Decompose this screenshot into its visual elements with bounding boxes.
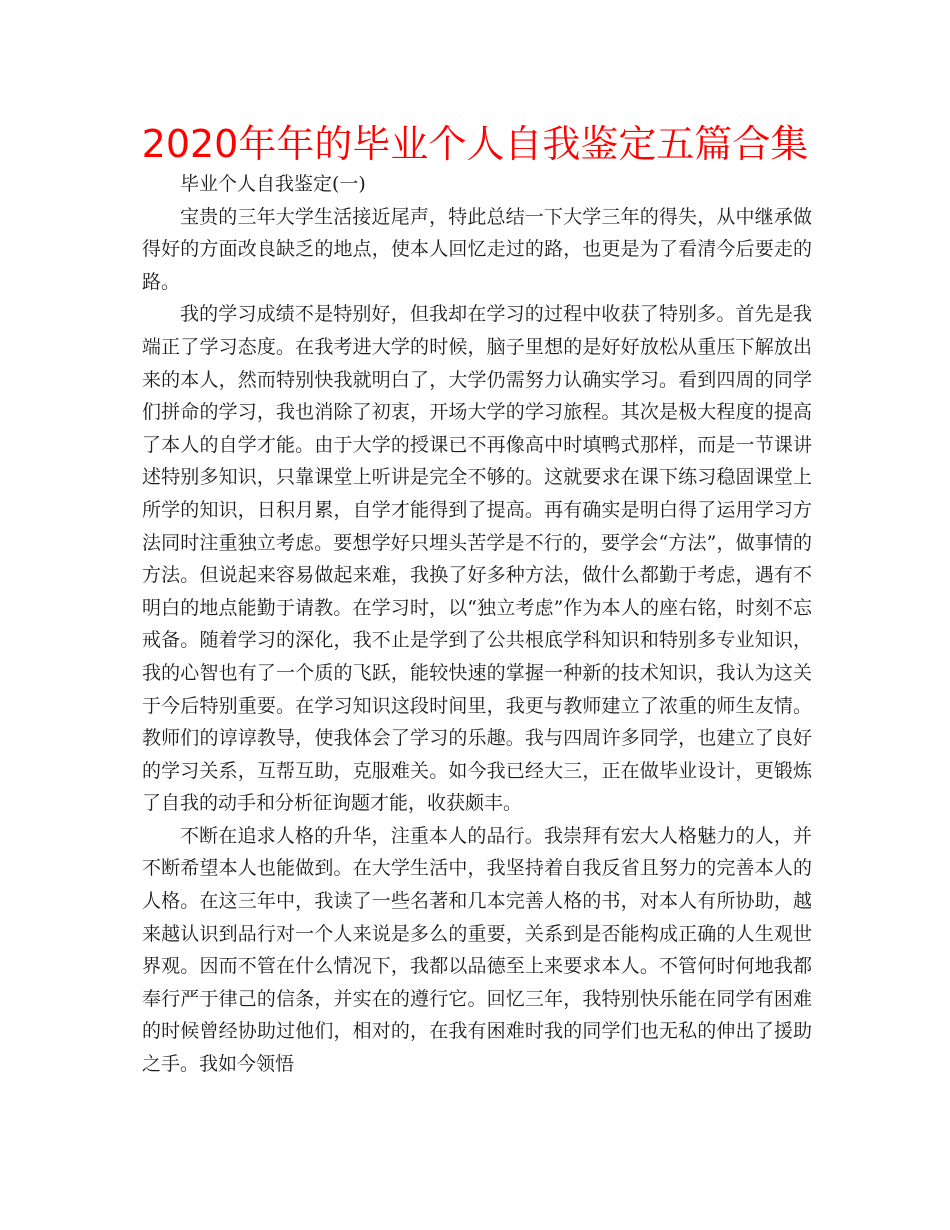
document-title: 2020年年的毕业个人自我鉴定五篇合集 [141, 122, 809, 166]
document-body [142, 168, 812, 1081]
paragraph-1: 宝贵的三年大学生活接近尾声，特此总结一下大学三年的得失，从中继承做得好的方面改良缺乏的地点，使本人回忆走过的路，也更是为了看清今后要走的路。 [142, 205, 812, 293]
paragraph-3: 不断在追求人格的升华，注重本人的品行。我崇拜有宏大人格魅力的人，并不断希望本人也能做到。在大学生活中，我坚持着自我反省且努力的完善本人的人格。在这三年中，我读了一些名著和几本完善人格的书，对本人有所协助，越来越认识到品行对一个人来说是多么的重要，关系到是否能构成正确的人生观世界观。因而不管在什么情况下，我都以品德至上来要求本人。不管何时何地我都奉行严于律己的信条，并实在的遵行它。回忆三年，我特别快乐能在同学有困难的时候曾经协助过他们，相对的，在我有困难时我的同学们也无私的伸出了援助之手。我如今领悟 [142, 824, 812, 1076]
section-title: 毕业个人自我鉴定(一) [180, 173, 366, 195]
paragraph-2: 我的学习成绩不是特别好，但我却在学习的过程中收获了特别多。首先是我端正了学习态度。在我考进大学的时候，脑子里想的是好好放松从重压下解放出来的本人，然而特别快我就明白了，大学仍需努力认确实学习。看到四周的同学们拼命的学习，我也消除了初衷，开场大学的学习旅程。其次是极大程度的提高了本人的自学才能。由于大学的授课已不再像高中时填鸭式那样，而是一节课讲述特别多知识，只靠课堂上听讲是完全不够的。这就要求在课下练习稳固课堂上所学的知识，日积月累，自学才能得到了提高。再有确实是明白得了运用学习方法同时注重独立考虑。要想学好只埋头苦学是不行的，要学会“方法”，做事情的方法。但说起来容易做起来难，我换了好多种方法，做什么都勤于考虑，遇有不明白的地点能勤于请教。在学习时，以“独立考虑”作为本人的座右铭，时刻不忘戒备。随着学习的深化，我不止是学到了公共根底学科知识和特别多专业知识，我的心智也有了一个质的飞跃，能较快速的掌握一种新的技术知识，我认为这关于今后特别重要。在学习知识这段时间里，我更与教师建立了浓重的师生友情。教师们的谆谆教导，使我体会了学习的乐趣。我与四周许多同学，也建立了良好的学习关系，互帮互助，克服难关。如今我已经大三，正在做毕业设计，更锻炼了自我的动手和分析征询题才能，收获颇丰。 [142, 303, 812, 815]
